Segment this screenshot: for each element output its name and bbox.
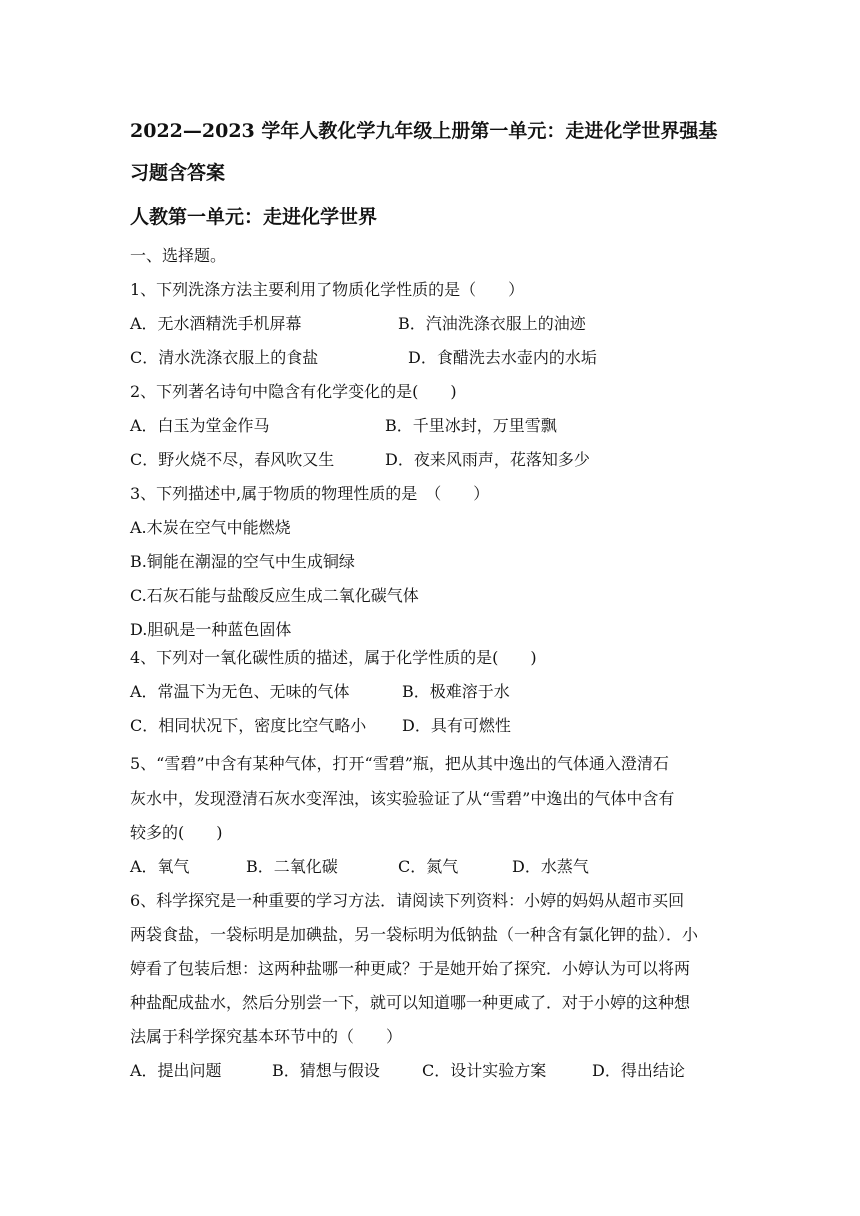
question-3-stem: 3、下列描述中,属于物质的物理性质的是 （ ） — [130, 484, 490, 503]
question-2-option-b: B．千里冰封，万里雪飘 — [385, 416, 557, 435]
question-4-option-b: B．极难溶于水 — [402, 682, 510, 701]
question-4-stem: 4、下列对一氧化碳性质的描述，属于化学性质的是( ) — [130, 648, 537, 667]
question-2-stem: 2、下列著名诗句中隐含有化学变化的是( ) — [130, 382, 457, 401]
question-5-option-c: C．氮气 — [398, 857, 459, 876]
question-5-option-b: B．二氧化碳 — [246, 857, 338, 876]
question-6-option-a: A．提出问题 — [130, 1061, 222, 1080]
question-6-stem-line-3: 婷看了包装后想：这两种盐哪一种更咸？于是她开始了探究．小婷认为可以将两 — [130, 959, 691, 978]
question-5-option-d: D．水蒸气 — [512, 857, 589, 876]
question-6-option-c: C．设计实验方案 — [422, 1061, 547, 1080]
question-5-stem-line-3: 较多的( ) — [130, 823, 223, 842]
question-6-stem-line-2: 两袋食盐，一袋标明是加碘盐，另一袋标明为低钠盐（一种含有氯化钾的盐）．小 — [130, 925, 699, 944]
question-1-stem: 1、下列洗涤方法主要利用了物质化学性质的是（ ） — [130, 280, 525, 299]
question-2-option-c: C．野火烧不尽，春风吹又生 — [130, 450, 335, 469]
question-3-option-a: A.木炭在空气中能燃烧 — [130, 518, 291, 537]
question-4-option-c: C．相同状况下，密度比空气略小 — [130, 716, 367, 735]
unit-subtitle: 人教第一单元：走进化学世界 — [130, 206, 378, 228]
question-1-option-a: A．无水酒精洗手机屏幕 — [130, 314, 302, 333]
question-6-stem-line-4: 种盐配成盐水，然后分别尝一下，就可以知道哪一种更咸了．对于小婷的这种想 — [130, 993, 691, 1012]
question-2-option-d: D．夜来风雨声，花落知多少 — [385, 450, 590, 469]
question-1-option-b: B．汽油洗涤衣服上的油迹 — [398, 314, 586, 333]
question-1-option-c: C．清水洗涤衣服上的食盐 — [130, 348, 319, 367]
question-5-stem-line-2: 灰水中，发现澄清石灰水变浑浊，该实验验证了从“雪碧”中逸出的气体中含有 — [130, 789, 675, 808]
question-4-option-a: A．常温下为无色、无味的气体 — [130, 682, 350, 701]
question-3-option-d: D.胆矾是一种蓝色固体 — [130, 620, 292, 639]
question-1-option-d: D．食醋洗去水壶内的水垢 — [408, 348, 597, 367]
page-title-continued: 习题含答案 — [130, 162, 226, 184]
question-4-option-d: D．具有可燃性 — [402, 716, 511, 735]
question-2-option-a: A．白玉为堂金作马 — [130, 416, 270, 435]
question-6-option-d: D．得出结论 — [592, 1061, 685, 1080]
section-heading: 一、选择题。 — [130, 246, 227, 265]
question-5-stem-line-1: 5、“雪碧”中含有某种气体，打开“雪碧”瓶，把从其中逸出的气体通入澄清石 — [130, 754, 669, 773]
question-3-option-c: C.石灰石能与盐酸反应生成二氧化碳气体 — [130, 586, 419, 605]
question-6-option-b: B．猜想与假设 — [272, 1061, 380, 1080]
question-6-stem-line-1: 6、科学探究是一种重要的学习方法．请阅读下列资料：小婷的妈妈从超市买回 — [130, 891, 685, 910]
question-3-option-b: B.铜能在潮湿的空气中生成铜绿 — [130, 552, 355, 571]
page-title: 2022—2023 学年人教化学九年级上册第一单元：走进化学世界强基 — [130, 120, 718, 142]
question-5-option-a: A．氧气 — [130, 857, 190, 876]
question-6-stem-line-5: 法属于科学探究基本环节中的（ ） — [130, 1027, 403, 1046]
